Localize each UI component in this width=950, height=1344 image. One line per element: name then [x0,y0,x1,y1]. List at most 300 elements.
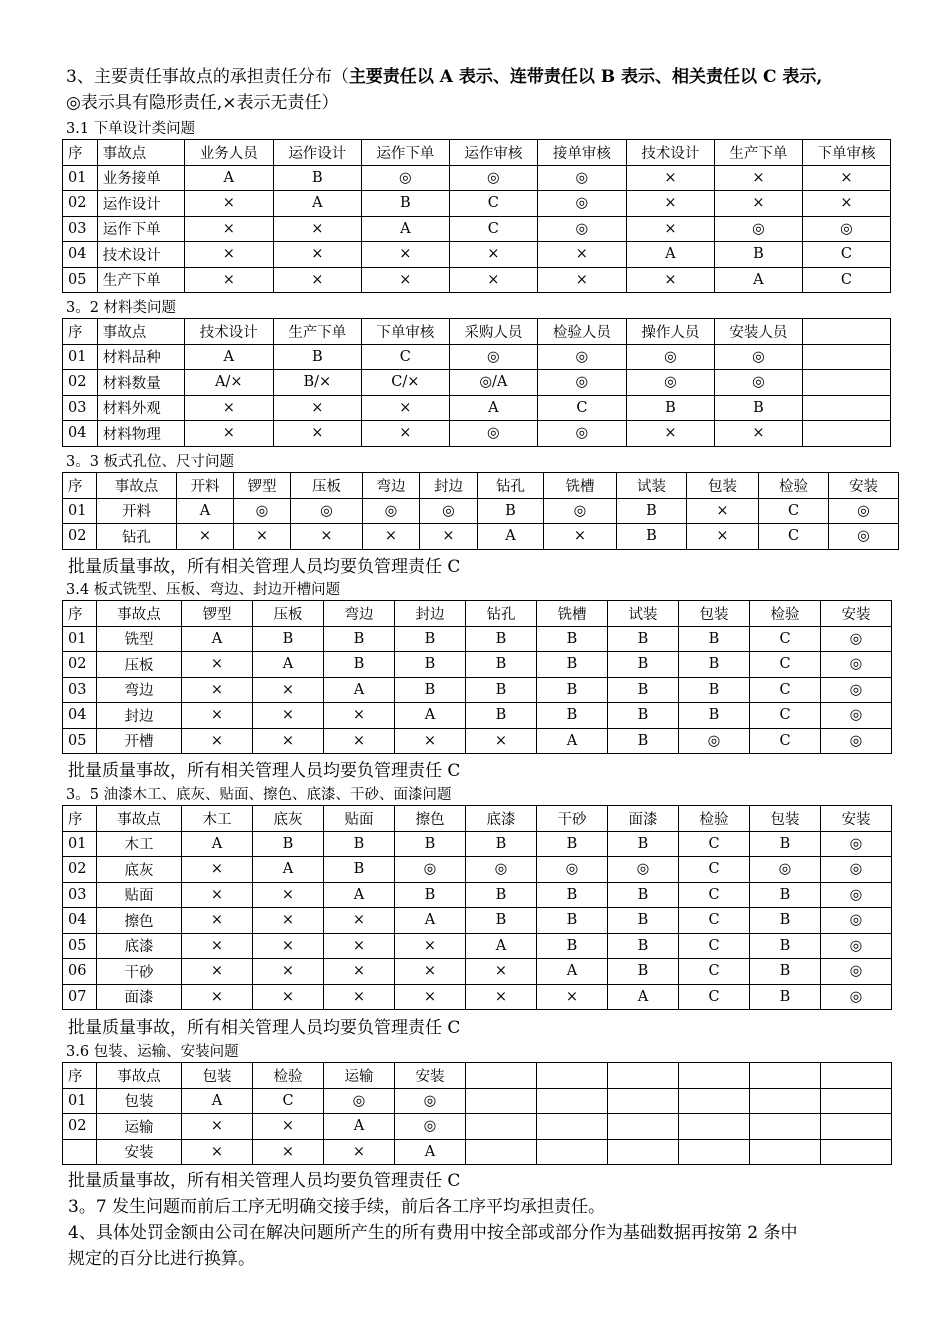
table-cell: × [234,524,291,550]
table-row [63,524,899,550]
table-cell: 02 [63,652,97,678]
table-cell: 运作设计 [97,191,184,217]
table-cell: ◎ [821,652,892,678]
table-cell: B/× [273,370,361,396]
column-header: 压板 [253,601,324,627]
table-cell: 02 [63,191,98,217]
table-cell: B [608,831,679,857]
table-cell: A [182,626,253,652]
table-cell: ◎ [466,857,537,883]
table-cell: B [537,882,608,908]
column-header: 事故点 [97,473,177,499]
table-cell [750,1114,821,1140]
column-header: 事故点 [97,806,182,832]
table-cell: 生产下单 [97,267,184,293]
table-cell: ◎ [608,857,679,883]
table-cell: × [361,267,449,293]
table-cell [466,1114,537,1140]
table-cell [802,344,890,370]
table-cell: ◎ [626,344,714,370]
table-cell: 04 [63,908,97,934]
table-cell: C [750,703,821,729]
table-cell: 04 [63,703,97,729]
table-cell: B [679,626,750,652]
table-cell: 03 [63,216,98,242]
table-cell: ◎ [324,1088,395,1114]
table-cell: × [182,959,253,985]
table-cell: 材料品种 [97,344,184,370]
table-cell: × [626,421,714,447]
table-cell: ◎ [626,370,714,396]
intro-bold-text: 主要责任以 A 表示、连带责任以 B 表示、相关责任以 C 表示, [348,67,823,87]
table-cell: A [478,524,544,550]
table-cell: × [324,728,395,754]
table-cell: × [184,191,273,217]
table-cell: ◎ [395,857,466,883]
table-cell: B [679,703,750,729]
column-header: 贴面 [324,806,395,832]
table-cell: 05 [63,728,97,754]
table-cell: × [253,677,324,703]
table-cell: × [802,191,890,217]
column-header: 技术设计 [184,319,273,345]
table-cell: ◎ [714,344,802,370]
table-row [63,1114,892,1140]
table-cell: × [324,984,395,1010]
column-header: 序 [63,601,97,627]
table-cell: × [626,191,714,217]
table-cell: 面漆 [97,984,182,1010]
column-header: 安装 [829,473,899,499]
table-cell: × [184,395,273,421]
column-header: 擦色 [395,806,466,832]
table-cell: × [544,524,617,550]
table-cell: 安装 [97,1139,182,1165]
table-cell: × [324,933,395,959]
table-cell: B [750,831,821,857]
table-cell: ◎ [537,344,626,370]
column-header: 序 [63,473,97,499]
table-cell: 木工 [97,831,182,857]
section-6-heading: 3.6 包装、运输、安装问题 [66,1044,239,1060]
table-cell: ◎ [449,165,537,191]
table-cell: × [324,703,395,729]
table-cell: A/× [184,370,273,396]
table-cell: × [177,524,234,550]
table-cell: 02 [63,524,97,550]
table-cell: ◎ [537,216,626,242]
table-cell: A [182,1088,253,1114]
column-header: 接单审核 [537,140,626,166]
table-cell: B [537,908,608,934]
column-header [679,1063,750,1089]
table-cell: B [714,242,802,268]
table-cell: C [679,882,750,908]
table-cell [608,1139,679,1165]
table-cell: C [750,626,821,652]
table-cell: × [361,395,449,421]
table-cell: A [608,984,679,1010]
table-cell: ◎ [420,498,478,524]
table-cell: × [291,524,363,550]
column-header: 封边 [420,473,478,499]
table-row [63,344,891,370]
table-cell: × [182,703,253,729]
table-cell: × [253,933,324,959]
table-cell: B [537,626,608,652]
table-cell [802,370,890,396]
column-header: 操作人员 [626,319,714,345]
table-cell: × [184,421,273,447]
table-header-row [63,601,892,627]
table-cell: A [324,882,395,908]
table-cell: × [395,933,466,959]
table-cell: ◎ [363,498,420,524]
section-5-heading: 3。5 油漆木工、底灰、贴面、擦色、底漆、干砂、面漆问题 [66,787,452,803]
column-header: 底灰 [253,806,324,832]
table-cell: ◎ [544,498,617,524]
table-cell: × [253,728,324,754]
table-cell: × [184,216,273,242]
table-cell: C [679,984,750,1010]
table-cell: 钻孔 [97,524,177,550]
table-row [63,1139,892,1165]
table-cell [63,1139,97,1165]
table-cell: B [478,498,544,524]
table-cell: B [750,882,821,908]
column-header: 底漆 [466,806,537,832]
table-cell: C [679,908,750,934]
column-header: 采购人员 [449,319,537,345]
section-3-table [62,472,899,550]
table-header-row [63,473,899,499]
table-cell: 01 [63,498,97,524]
table-row [63,370,891,396]
table-cell: B [608,652,679,678]
column-header: 序 [63,1063,97,1089]
table-cell: B [608,908,679,934]
table-cell: 贴面 [97,882,182,908]
column-header [802,319,890,345]
table-cell: 材料物理 [97,421,184,447]
table-cell: ◎ [821,933,892,959]
section-2-heading: 3。2 材料类问题 [66,300,177,316]
table-cell: B [537,703,608,729]
table-cell: 07 [63,984,97,1010]
table-row [63,882,892,908]
table-header-row [63,806,892,832]
column-header: 铣槽 [544,473,617,499]
table-cell: B [750,959,821,985]
column-header: 试装 [608,601,679,627]
table-cell: ◎ [449,421,537,447]
intro-line-1 [66,64,822,90]
table-header-row [63,140,891,166]
footer-line-2: 4、具体处罚金额由公司在解决问题所产生的所有费用中按全部或部分作为基础数据再按第 2 条中 [68,1223,798,1243]
table-cell: 01 [63,831,97,857]
table-cell: C [759,498,829,524]
table-cell: B [324,652,395,678]
table-cell: B [395,831,466,857]
table-cell: × [182,933,253,959]
table-cell: × [182,882,253,908]
table-cell: C [679,959,750,985]
table-cell: ◎ [829,498,899,524]
table-cell: × [537,984,608,1010]
table-cell: B [466,703,537,729]
column-header: 锣型 [182,601,253,627]
table-cell: 底漆 [97,933,182,959]
table-cell: 弯边 [97,677,182,703]
table-cell: × [714,191,802,217]
table-cell: C [759,524,829,550]
table-cell: ◎ [449,344,537,370]
table-cell: B [750,908,821,934]
table-cell: ◎ [802,216,890,242]
table-cell: A [273,191,361,217]
table-cell: B [537,677,608,703]
column-header: 开料 [177,473,234,499]
table-cell: A [626,242,714,268]
table-cell: × [714,421,802,447]
table-cell: B [537,831,608,857]
table-cell: ◎ [234,498,291,524]
table-row [63,242,891,268]
table-cell: B [273,344,361,370]
table-cell: ◎ [714,370,802,396]
section-5-note: 批量质量事故，所有相关管理人员均要负管理责任 C [68,1018,461,1038]
section-4-table [62,600,892,754]
table-cell: ◎ [821,677,892,703]
table-cell: × [324,959,395,985]
table-cell: ◎ [537,857,608,883]
table-cell: A [177,498,234,524]
table-cell: A [537,959,608,985]
table-cell: B [679,652,750,678]
table-cell: A [714,267,802,293]
table-row [63,857,892,883]
table-cell [537,1114,608,1140]
intro-text: 3、主要责任事故点的承担责任分布（ [66,67,349,87]
column-header [750,1063,821,1089]
column-header: 业务人员 [184,140,273,166]
table-cell: 开槽 [97,728,182,754]
table-cell: × [182,1114,253,1140]
table-cell: A [466,933,537,959]
table-cell: B [617,498,687,524]
table-cell: A [449,395,537,421]
column-header: 序 [63,140,98,166]
column-header: 检验 [759,473,829,499]
table-cell: B [466,831,537,857]
table-cell: ◎ [821,882,892,908]
table-cell: B [537,652,608,678]
table-row [63,831,892,857]
table-cell: × [182,984,253,1010]
table-cell: 05 [63,933,97,959]
table-cell: 01 [63,1088,97,1114]
column-header: 事故点 [97,1063,182,1089]
table-cell: C [802,242,890,268]
table-cell: B [253,831,324,857]
column-header: 面漆 [608,806,679,832]
table-cell: 03 [63,882,97,908]
table-cell: A [361,216,449,242]
table-cell: A [184,165,273,191]
column-header [608,1063,679,1089]
table-cell: 运作下单 [97,216,184,242]
table-row [63,652,892,678]
table-cell: B [679,677,750,703]
section-1-table [62,139,891,293]
table-cell [679,1088,750,1114]
section-1-heading: 3.1 下单设计类问题 [66,121,196,137]
table-cell: 02 [63,857,97,883]
table-cell: ◎ [821,831,892,857]
table-cell: C/× [361,370,449,396]
table-cell: B [466,677,537,703]
table-cell: ◎ [395,1088,466,1114]
column-header: 运作设计 [273,140,361,166]
table-cell: × [273,421,361,447]
table-cell: ◎ [537,191,626,217]
table-cell [608,1114,679,1140]
table-row [63,165,891,191]
table-cell: C [361,344,449,370]
column-header: 检验 [253,1063,324,1089]
section-6-note: 批量质量事故，所有相关管理人员均要负管理责任 C [68,1171,461,1191]
footer-line-3: 规定的百分比进行换算。 [68,1249,255,1269]
table-cell: A [537,728,608,754]
table-cell: 03 [63,677,97,703]
table-cell: 01 [63,165,98,191]
table-cell: 01 [63,344,98,370]
table-cell [821,1088,892,1114]
table-row [63,626,892,652]
table-cell [821,1139,892,1165]
table-cell: 干砂 [97,959,182,985]
table-row [63,216,891,242]
table-cell: C [750,728,821,754]
column-header: 钻孔 [466,601,537,627]
table-row [63,677,892,703]
table-cell: × [253,908,324,934]
table-cell: 包装 [97,1088,182,1114]
table-cell: B [608,882,679,908]
table-cell: ◎ [821,626,892,652]
table-cell: × [182,1139,253,1165]
table-cell: B [273,165,361,191]
table-cell: B [466,626,537,652]
table-cell: 02 [63,1114,97,1140]
table-cell: ◎/A [449,370,537,396]
table-cell: B [324,831,395,857]
table-cell: C [449,216,537,242]
table-cell: B [324,626,395,652]
column-header: 下单审核 [361,319,449,345]
table-cell: 01 [63,626,97,652]
table-cell: × [449,267,537,293]
column-header: 锣型 [234,473,291,499]
table-cell: 业务接单 [97,165,184,191]
table-cell: C [750,677,821,703]
table-cell: A [324,677,395,703]
column-header [821,1063,892,1089]
table-cell: ◎ [537,165,626,191]
column-header: 事故点 [97,140,184,166]
column-header: 序 [63,319,98,345]
table-cell: A [184,344,273,370]
table-cell: ◎ [821,728,892,754]
section-2-table [62,318,891,447]
table-cell: × [273,395,361,421]
column-header: 木工 [182,806,253,832]
section-4-heading: 3.4 板式铣型、压板、弯边、封边开槽问题 [66,582,341,598]
table-cell: × [184,267,273,293]
table-cell [679,1139,750,1165]
table-cell: × [420,524,478,550]
table-cell [821,1114,892,1140]
table-cell: × [253,882,324,908]
table-cell: C [802,267,890,293]
table-cell: 技术设计 [97,242,184,268]
column-header: 检验 [679,806,750,832]
table-cell: × [182,728,253,754]
table-cell: ◎ [821,857,892,883]
table-cell: B [466,652,537,678]
table-cell: B [395,652,466,678]
table-cell: 底灰 [97,857,182,883]
table-row [63,1088,892,1114]
column-header: 压板 [291,473,363,499]
table-cell [608,1088,679,1114]
table-cell: C [449,191,537,217]
table-cell: B [608,677,679,703]
table-cell: ◎ [821,908,892,934]
table-cell [750,1088,821,1114]
table-row [63,498,899,524]
table-cell: 材料数量 [97,370,184,396]
table-cell: 05 [63,267,98,293]
table-cell: B [714,395,802,421]
table-cell: × [182,857,253,883]
table-cell: × [466,728,537,754]
table-cell: B [253,626,324,652]
table-cell: × [324,908,395,934]
column-header: 封边 [395,601,466,627]
table-cell: × [253,1139,324,1165]
table-cell: × [361,421,449,447]
table-cell: 封边 [97,703,182,729]
table-cell: ◎ [291,498,363,524]
table-cell: 02 [63,370,98,396]
table-cell: × [324,1139,395,1165]
table-cell: ◎ [821,984,892,1010]
table-cell: × [273,242,361,268]
table-header-row [63,319,891,345]
column-header: 事故点 [97,319,184,345]
table-cell: × [802,165,890,191]
table-cell: × [626,267,714,293]
table-cell: B [395,677,466,703]
column-header: 运作审核 [449,140,537,166]
column-header: 事故点 [97,601,182,627]
table-cell: 03 [63,395,98,421]
table-cell [466,1139,537,1165]
footer-line-1: 3。7 发生问题而前后工序无明确交接手续，前后各工序平均承担责任。 [68,1197,606,1217]
table-header-row [63,1063,892,1089]
table-cell: B [395,626,466,652]
